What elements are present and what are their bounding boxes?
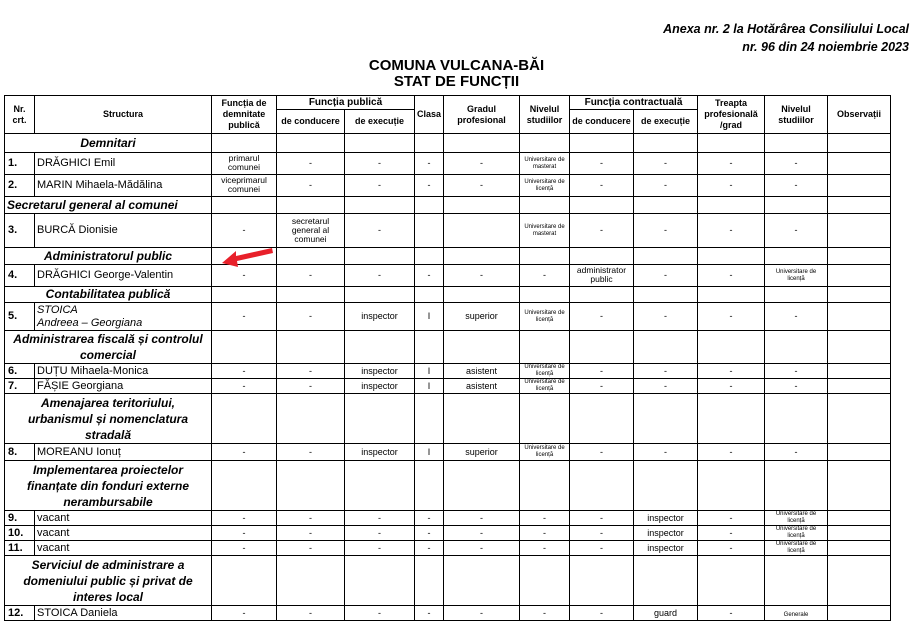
annex-reference	[663, 20, 909, 56]
studies-level: Universitare de licență	[524, 178, 565, 192]
cell-value: I	[415, 303, 444, 331]
cell-value: -	[345, 265, 415, 287]
cell-value: -	[212, 214, 277, 248]
cell-value: -	[277, 364, 345, 379]
table-row	[5, 265, 891, 287]
cell-value: -	[570, 153, 634, 175]
studies-level: Universitare de licență	[524, 379, 565, 392]
cell-value: superior	[444, 444, 520, 461]
cell-value: -	[698, 214, 765, 248]
cell-value: inspector	[345, 379, 415, 394]
cell-value: -	[415, 541, 444, 556]
cell-value: I	[415, 444, 444, 461]
cell-value	[828, 364, 891, 379]
cell-value: -	[570, 214, 634, 248]
cell-value: inspector	[345, 364, 415, 379]
employee-name: vacant	[35, 511, 212, 526]
cell-value: inspector	[634, 526, 698, 541]
cell-value: -	[698, 379, 765, 394]
studies-level: Universitare de licență	[524, 309, 565, 323]
cell-value: -	[634, 153, 698, 175]
cell-value: -	[444, 541, 520, 556]
table-row	[5, 606, 891, 621]
section-secretary: Secretarul general al comunei	[5, 197, 212, 214]
cell-value: -	[520, 511, 570, 526]
col-header-structure: Structura	[35, 96, 212, 134]
cell-value	[415, 214, 444, 248]
employee-name: vacant	[35, 526, 212, 541]
col-header-con-execution: de execuție	[634, 110, 698, 134]
cell-value: -	[765, 214, 828, 248]
employee-name: STOICA Daniela	[35, 606, 212, 621]
cell-value	[828, 303, 891, 331]
cell-value	[828, 444, 891, 461]
cell-value	[828, 153, 891, 175]
cell-value: -	[212, 511, 277, 526]
table-row	[5, 444, 891, 461]
employee-name: MARIN Mihaela-Mădălina	[35, 175, 212, 197]
section-administrator: Administratorul public	[5, 248, 212, 265]
employee-name: vacant	[35, 541, 212, 556]
cell-value: -	[634, 444, 698, 461]
row-number: 12.	[5, 606, 35, 621]
cell-value	[828, 265, 891, 287]
cell-value: -	[444, 265, 520, 287]
cell-value: -	[444, 606, 520, 621]
cell-value: -	[277, 526, 345, 541]
row-number: 3.	[5, 214, 35, 248]
cell-value: -	[277, 606, 345, 621]
col-header-public-function: Funcția publică	[277, 96, 415, 110]
row-number: 8.	[5, 444, 35, 461]
cell-value: -	[212, 606, 277, 621]
cell-value: -	[698, 303, 765, 331]
cell-value: -	[277, 379, 345, 394]
studies-level: Universitare de masterat	[524, 223, 565, 237]
cell-value: -	[277, 511, 345, 526]
dignity-function: viceprimarul comunei	[221, 175, 267, 194]
cell-value: -	[212, 444, 277, 461]
cell-value: -	[520, 606, 570, 621]
cell-value: -	[634, 364, 698, 379]
cell-value: -	[520, 265, 570, 287]
studies-level: Universitare de licență	[775, 541, 817, 554]
table-row	[5, 364, 891, 379]
studies-level: Universitare de licență	[775, 526, 817, 539]
col-header-dignity: Funcția de demnitate publică	[212, 96, 277, 134]
employee-name: MOREANU Ionuț	[35, 444, 212, 461]
contract-management-function: administrator public	[576, 265, 627, 284]
cell-value: -	[212, 541, 277, 556]
cell-value: -	[765, 303, 828, 331]
red-arrow-icon	[222, 246, 274, 268]
commune-title: COMUNA VULCANA-BĂI	[368, 57, 545, 74]
section-demnitari: Demnitari	[5, 134, 212, 153]
cell-value: -	[765, 175, 828, 197]
col-header-studies: Nivelul studiilor	[520, 96, 570, 134]
col-header-con-management: de conducere	[570, 110, 634, 134]
table-row	[5, 175, 891, 197]
cell-value: -	[415, 265, 444, 287]
cell-value	[828, 606, 891, 621]
cell-value: -	[212, 526, 277, 541]
employee-surname: STOICA	[37, 303, 78, 316]
row-number: 6.	[5, 364, 35, 379]
cell-value: -	[570, 444, 634, 461]
cell-value: -	[212, 379, 277, 394]
employee-given-name: Andreea – Georgiana	[37, 316, 143, 329]
cell-value: -	[698, 541, 765, 556]
document-title	[0, 58, 913, 90]
employee-name: DUȚU Mihaela-Monica	[35, 364, 212, 379]
table-row	[5, 303, 891, 331]
cell-value: -	[444, 175, 520, 197]
cell-value	[444, 214, 520, 248]
cell-value: -	[570, 541, 634, 556]
table-row	[5, 214, 891, 248]
cell-value: asistent	[444, 379, 520, 394]
cell-value: -	[212, 364, 277, 379]
cell-value: -	[444, 526, 520, 541]
cell-value: -	[634, 303, 698, 331]
cell-value: -	[634, 214, 698, 248]
cell-value: -	[345, 214, 415, 248]
cell-value: -	[698, 175, 765, 197]
cell-value: asistent	[444, 364, 520, 379]
cell-value: -	[570, 175, 634, 197]
cell-value: inspector	[345, 444, 415, 461]
table-row	[5, 511, 891, 526]
section-fiscal: Administrarea fiscală și controlul comercial	[5, 331, 212, 364]
annex-line-2: nr. 96 din 24 noiembrie 2023	[742, 40, 909, 54]
table-row	[5, 526, 891, 541]
section-urbanism: Amenajarea teritoriului, urbanismul și nomenclatura stradală	[5, 394, 212, 444]
section-accounting: Contabilitatea publică	[5, 287, 212, 303]
cell-value: -	[765, 444, 828, 461]
cell-value: -	[765, 379, 828, 394]
cell-value: -	[698, 153, 765, 175]
cell-value: -	[698, 444, 765, 461]
studies-level: Universitare de licență	[524, 445, 565, 458]
cell-value: inspector	[634, 511, 698, 526]
cell-value	[828, 214, 891, 248]
employee-name: FĂȘIE Georgiana	[35, 379, 212, 394]
annex-line-1: Anexa nr. 2 la Hotărârea Consiliului Local	[663, 22, 909, 36]
cell-value: -	[345, 153, 415, 175]
cell-value: -	[277, 303, 345, 331]
cell-value: -	[570, 511, 634, 526]
cell-value: -	[415, 175, 444, 197]
col-header-pub-execution: de execuție	[345, 110, 415, 134]
col-header-nr: Nr. crt.	[5, 96, 35, 134]
cell-value: guard	[634, 606, 698, 621]
cell-value	[828, 379, 891, 394]
col-header-studies-2: Nivelul studiilor	[765, 96, 828, 134]
cell-value: -	[520, 526, 570, 541]
row-number: 11.	[5, 541, 35, 556]
employee-name: BURCĂ Dionisie	[35, 214, 212, 248]
cell-value: -	[212, 303, 277, 331]
cell-value: superior	[444, 303, 520, 331]
cell-value: -	[765, 364, 828, 379]
cell-value: I	[415, 364, 444, 379]
management-function: secretarul general al comunei	[291, 215, 330, 244]
cell-value: inspector	[634, 541, 698, 556]
cell-value: -	[345, 511, 415, 526]
studies-level: Universitare de licență	[775, 268, 817, 282]
studies-level: Universitare de licență	[524, 364, 565, 377]
cell-value: -	[415, 511, 444, 526]
row-number: 4.	[5, 265, 35, 287]
cell-value: -	[520, 541, 570, 556]
employee-name: DRĂGHICI George-Valentin	[35, 265, 212, 287]
cell-value: -	[277, 541, 345, 556]
cell-value: -	[415, 153, 444, 175]
cell-value: -	[277, 265, 345, 287]
employee-name	[35, 303, 212, 331]
table-row	[5, 379, 891, 394]
cell-value: -	[277, 175, 345, 197]
cell-value: -	[444, 153, 520, 175]
cell-value: -	[634, 265, 698, 287]
cell-value: -	[277, 444, 345, 461]
cell-value: -	[570, 606, 634, 621]
cell-value: -	[345, 541, 415, 556]
row-number: 9.	[5, 511, 35, 526]
staff-table	[4, 95, 891, 621]
col-header-step: Treapta profesională /grad	[698, 96, 765, 134]
cell-value: -	[345, 606, 415, 621]
cell-value: -	[570, 364, 634, 379]
row-number: 5.	[5, 303, 35, 331]
studies-level: Generale	[783, 611, 809, 618]
row-number: 1.	[5, 153, 35, 175]
cell-value: -	[570, 303, 634, 331]
cell-value: -	[570, 526, 634, 541]
section-projects: Implementarea proiectelor finanțate din fonduri externe nerambursabile	[5, 461, 212, 511]
studies-level: Universitare de masterat	[524, 156, 565, 170]
cell-value	[828, 175, 891, 197]
table-row	[5, 541, 891, 556]
section-public-domain: Serviciul de administrare a domeniului public și privat de interes local	[5, 556, 212, 606]
col-header-grade: Gradul profesional	[444, 96, 520, 134]
cell-value: -	[212, 265, 277, 287]
cell-value: I	[415, 379, 444, 394]
cell-value: -	[698, 526, 765, 541]
cell-value: -	[634, 175, 698, 197]
col-header-contract-function: Funcția contractuală	[570, 96, 698, 110]
col-header-pub-management: de conducere	[277, 110, 345, 134]
cell-value: -	[277, 153, 345, 175]
cell-value: -	[415, 606, 444, 621]
row-number: 10.	[5, 526, 35, 541]
cell-value: -	[698, 606, 765, 621]
cell-value: -	[698, 511, 765, 526]
row-number: 2.	[5, 175, 35, 197]
cell-value: -	[698, 265, 765, 287]
table-row	[5, 153, 891, 175]
cell-value: -	[345, 526, 415, 541]
cell-value: -	[444, 511, 520, 526]
cell-value: -	[415, 526, 444, 541]
staff-chart-title: STAT DE FUNCȚII	[393, 73, 520, 90]
cell-value: -	[765, 153, 828, 175]
studies-level: Universitare de licență	[775, 511, 817, 524]
row-number: 7.	[5, 379, 35, 394]
cell-value	[828, 541, 891, 556]
col-header-class: Clasa	[415, 96, 444, 134]
cell-value: -	[698, 364, 765, 379]
employee-name: DRĂGHICI Emil	[35, 153, 212, 175]
dignity-function: primarul comunei	[227, 153, 261, 172]
cell-value	[828, 511, 891, 526]
cell-value: inspector	[345, 303, 415, 331]
cell-value	[828, 526, 891, 541]
col-header-observations: Observații	[828, 96, 891, 134]
cell-value: -	[634, 379, 698, 394]
cell-value: -	[570, 379, 634, 394]
cell-value: -	[345, 175, 415, 197]
